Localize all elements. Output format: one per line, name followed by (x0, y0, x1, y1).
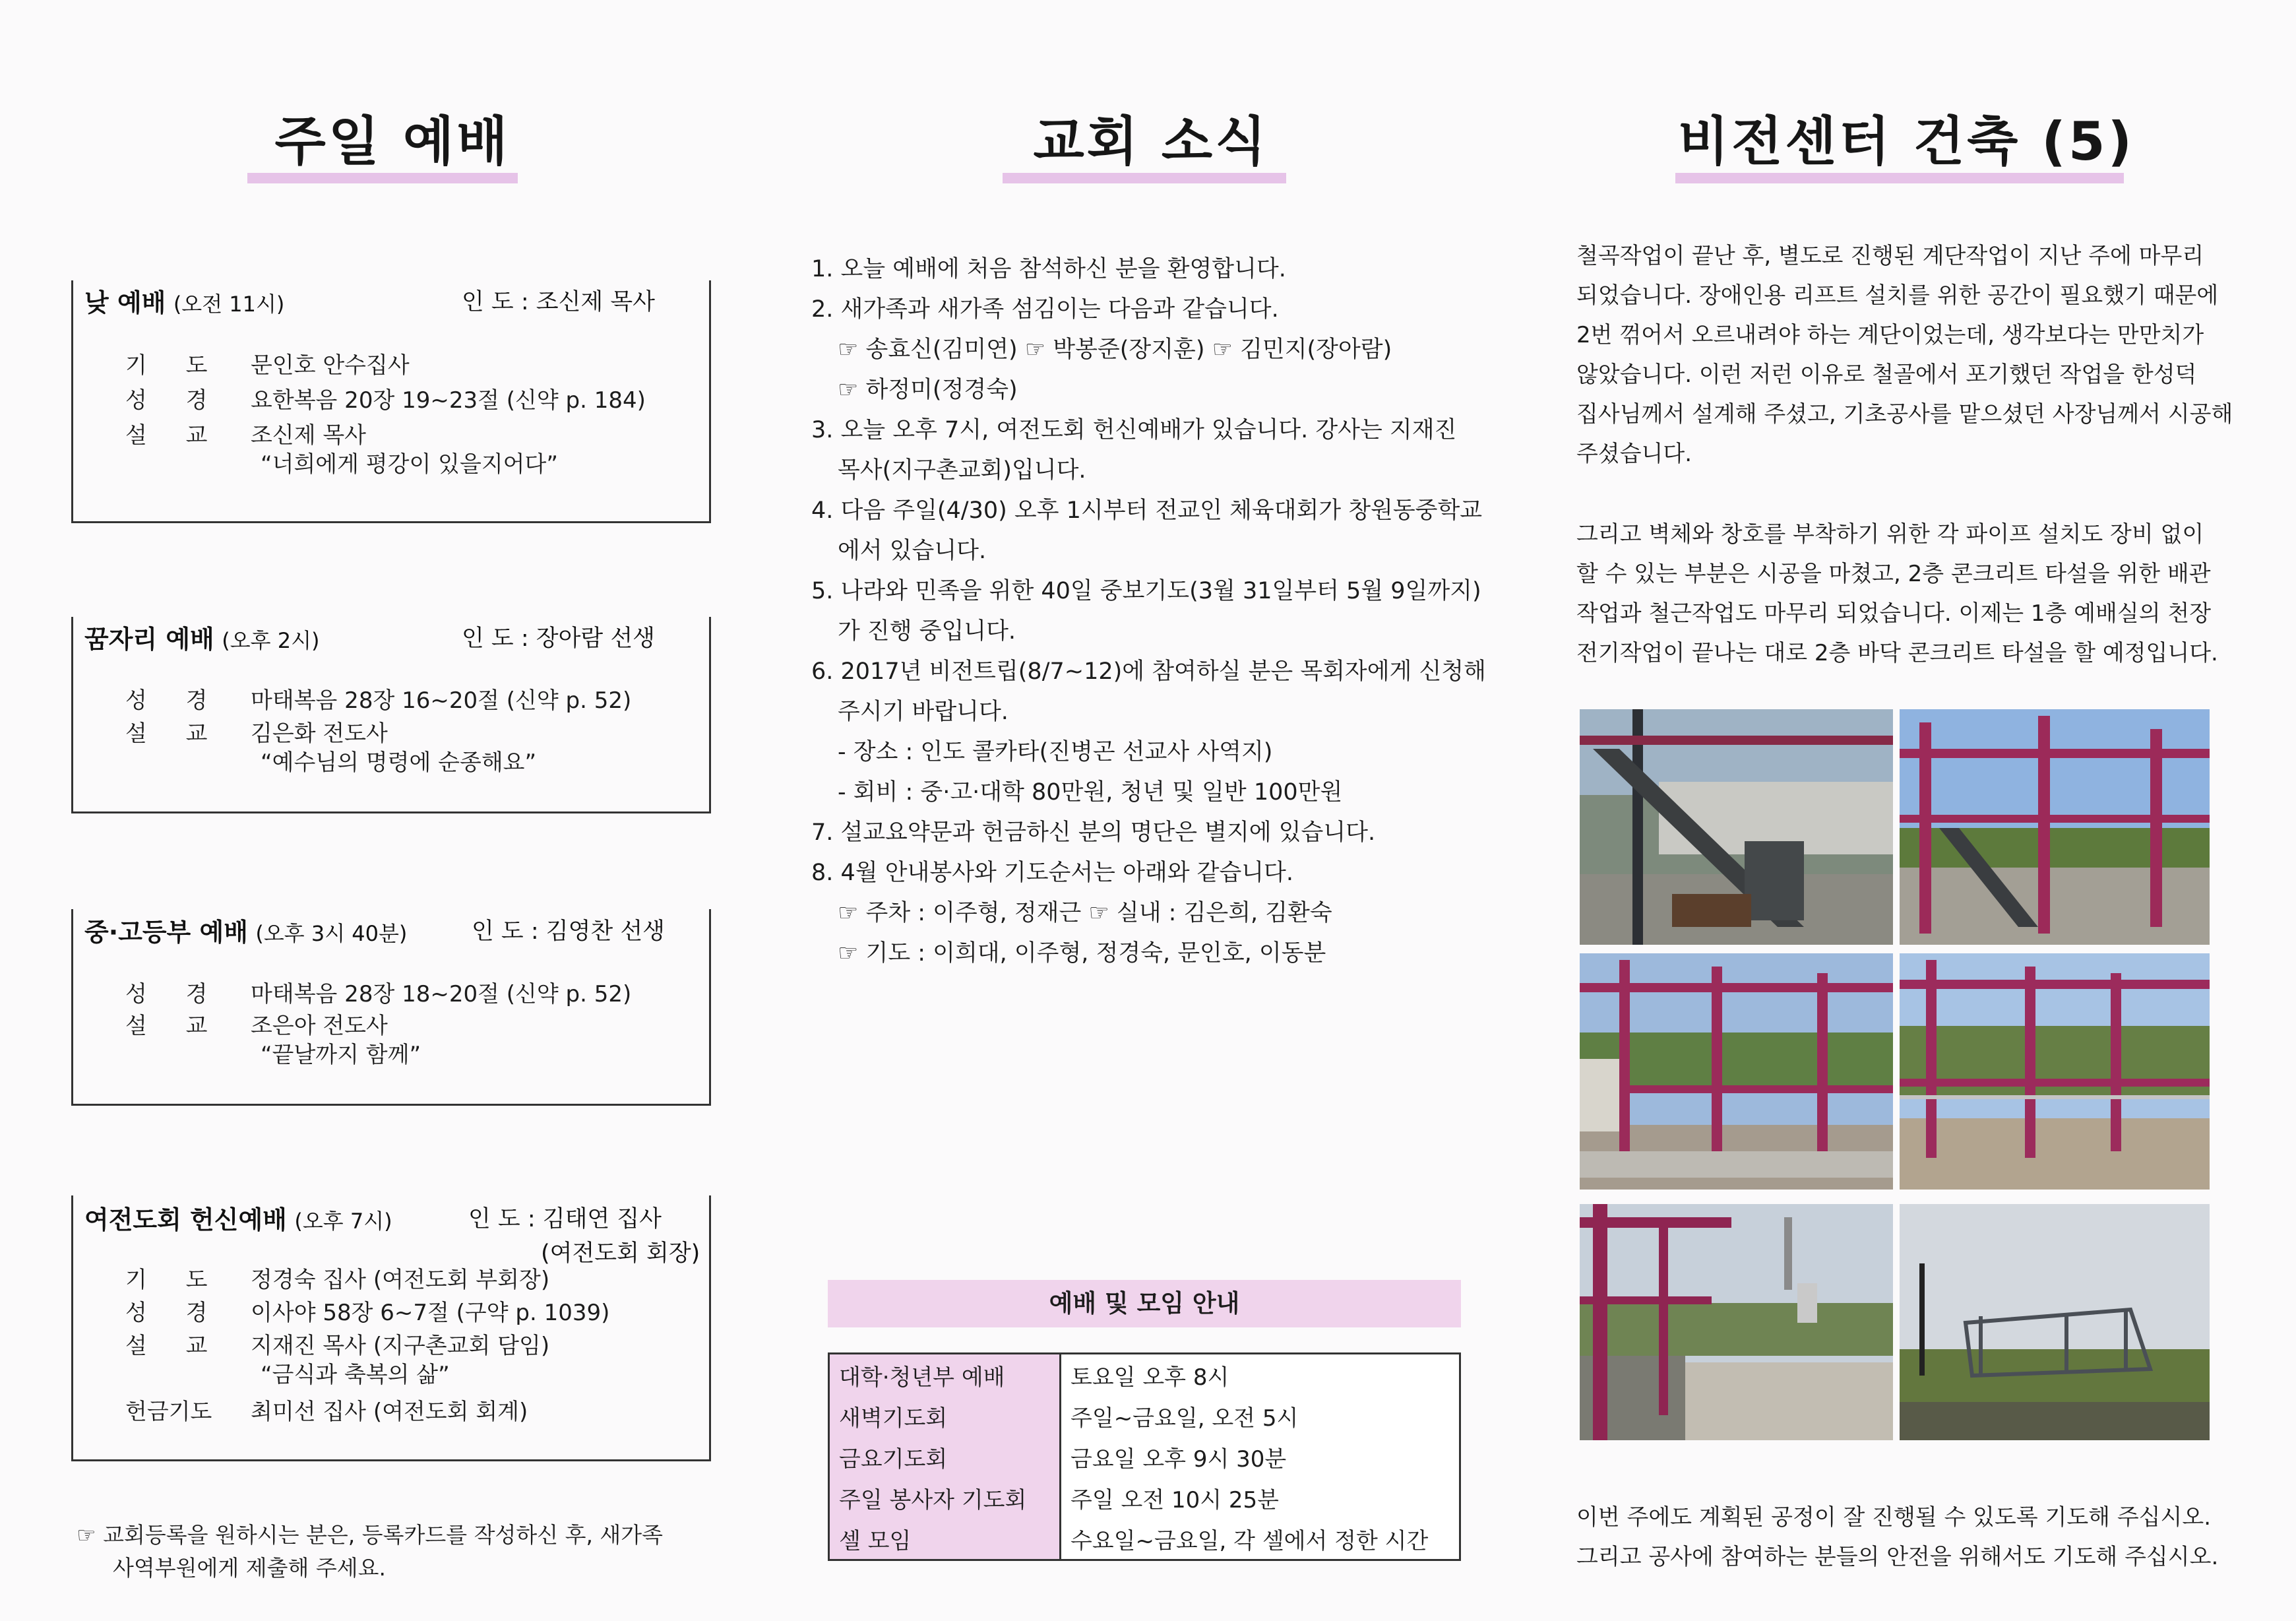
row-label: 성 경 (125, 1300, 224, 1326)
service-time: (오후 3시 40분) (255, 921, 408, 946)
schedule-time: 금요일 오후 9시 30분 (1061, 1436, 1460, 1477)
paragraph-line: 전기작업이 끝나는 대로 2층 바닥 콘크리트 타설을 할 예정입니다. (1576, 640, 2218, 666)
news-item: 8. 4월 안내봉사와 기도순서는 아래와 같습니다. (811, 860, 1293, 886)
row-label: 성 경 (125, 981, 224, 1007)
schedule-time: 주일 오전 10시 25분 (1061, 1477, 1460, 1518)
schedule-time: 토요일 오후 8시 (1061, 1354, 1460, 1396)
sermon-title: “예수님의 명령에 순종해요” (261, 749, 537, 776)
worship-title: 주일 예배 (274, 111, 511, 172)
note-line: 사역부원에게 제출해 주세요. (113, 1555, 387, 1581)
news-item: 3. 오늘 오후 7시, 여전도회 헌신예배가 있습니다. 강사는 지재진 (811, 417, 1457, 443)
sermon-title: “금식과 축복의 삶” (261, 1362, 450, 1388)
news-continuation: 목사(지구촌교회)입니다. (838, 457, 1086, 484)
construction-paragraph (1576, 515, 2229, 673)
service-name: 꿈자리 예배 (84, 625, 214, 654)
news-title: 교회 소식 (1033, 111, 1269, 172)
row-label: 기 도 (125, 1267, 224, 1293)
news-item: 4. 다음 주일(4/30) 오후 1시부터 전교인 체육대회가 창원동중학교 (811, 497, 1483, 524)
table-row (829, 1395, 1460, 1436)
table-row (829, 1477, 1460, 1518)
service-row (125, 421, 558, 479)
service-leader: 인 도 : 장아람 선생 (462, 625, 655, 652)
row-value: 조은아 전도사 (251, 1013, 388, 1039)
table-row (829, 1436, 1460, 1477)
construction-photo (1580, 1204, 1893, 1440)
row-value: 김은화 전도사 (251, 720, 388, 747)
news-subitem: ☞ 주차 : 이주형, 정재근 ☞ 실내 : 김은희, 김환숙 (838, 900, 1332, 926)
service-row (125, 1011, 421, 1069)
construction-title: 비전센터 건축 (5) (1677, 111, 2135, 172)
title-underline (1003, 173, 1286, 183)
service-leader: 인 도 : 조신제 목사 (462, 289, 655, 315)
service-name: 중·고등부 예배 (84, 918, 248, 947)
row-label: 설 교 (125, 422, 224, 449)
construction-photo (1900, 709, 2210, 945)
row-value: 요한복음 20장 19~23절 (신약 p. 184) (251, 387, 646, 414)
paragraph-line: 집사님께서 설계해 주셨고, 기초공사를 맡으셨던 사장님께서 시공해 (1576, 401, 2233, 428)
note-line: ☞ 교회등록을 원하시는 분은, 등록카드를 작성하신 후, 새가족 (77, 1522, 664, 1548)
row-label: 기 도 (125, 352, 224, 379)
row-value: 조신제 목사 (251, 422, 367, 449)
service-row (125, 386, 646, 415)
table-row (829, 1518, 1460, 1560)
news-item: 2. 새가족과 새가족 섬김이는 다음과 같습니다. (811, 296, 1279, 323)
sermon-title: “너희에게 평강이 있을지어다” (261, 451, 558, 478)
construction-photo (1900, 953, 2210, 1190)
schedule-name: 셀 모임 (829, 1518, 1061, 1560)
service-time: (오후 7시) (294, 1209, 392, 1234)
service-row (125, 1265, 549, 1294)
construction-photo (1580, 709, 1893, 945)
service-row (125, 686, 631, 715)
paragraph-line: 작업과 철근작업도 마무리 되었습니다. 이제는 1층 예배실의 천장 (1576, 600, 2212, 627)
construction-photo (1900, 1204, 2210, 1440)
service-row (125, 980, 631, 1009)
table-row (829, 1354, 1460, 1396)
paragraph-line: 할 수 있는 부분은 시공을 마쳤고, 2층 콘크리트 타설을 위한 배관 (1576, 561, 2211, 587)
row-label: 성 경 (125, 687, 224, 714)
row-value: 마태복음 28장 18~20절 (신약 p. 52) (251, 981, 632, 1007)
construction-photo (1580, 953, 1893, 1190)
registration-note (77, 1519, 736, 1585)
row-value: 지재진 목사 (지구촌교회 담임) (251, 1333, 550, 1359)
service-name: 낮 예배 (84, 288, 166, 317)
row-value: 이사야 58장 6~7절 (구약 p. 1039) (251, 1300, 610, 1326)
schedule-title: 예배 및 모임 안내 (828, 1280, 1461, 1327)
news-item: 7. 설교요약문과 헌금하신 분의 명단은 별지에 있습니다. (811, 819, 1376, 846)
paragraph-line: 철곡작업이 끝난 후, 별도로 진행된 계단작업이 지난 주에 마무리 (1576, 243, 2204, 269)
news-subitem: ☞ 하정미(정경숙) (838, 377, 1018, 403)
row-label: 설 교 (125, 1013, 224, 1039)
schedule-name: 새벽기도회 (829, 1395, 1061, 1436)
service-row (125, 1331, 549, 1389)
paragraph-line: 주셨습니다. (1576, 441, 1692, 467)
paragraph-line: 않았습니다. 이런 저런 이유로 철골에서 포기했던 작업을 한성덕 (1576, 362, 2197, 388)
news-item: 6. 2017년 비전트립(8/7~12)에 참여하실 분은 목회자에게 신청해 (811, 658, 1486, 685)
row-label: 성 경 (125, 387, 224, 414)
row-value: 최미선 집사 (여전도회 회계) (251, 1399, 528, 1425)
news-subitem: - 회비 : 중·고·대학 80만원, 청년 및 일반 100만원 (838, 779, 1343, 806)
news-continuation: 가 진행 중입니다. (838, 618, 1016, 645)
construction-paragraph (1576, 236, 2233, 474)
news-subitem: ☞ 송효신(김미연) ☞ 박봉준(장지훈) ☞ 김민지(장아람) (838, 336, 1392, 363)
service-time: (오전 11시) (173, 292, 285, 317)
row-label: 설 교 (125, 1333, 224, 1359)
row-value: 마태복음 28장 16~20절 (신약 p. 52) (251, 687, 632, 714)
service-name: 여전도회 헌신예배 (84, 1205, 287, 1234)
service-row (125, 1397, 528, 1426)
service-time: (오후 2시) (222, 628, 320, 653)
news-list (811, 249, 1491, 974)
news-subitem: - 장소 : 인도 콜카타(진병곤 선교사 사역지) (838, 739, 1273, 765)
service-leader: 인 도 : 김태연 집사 (468, 1206, 662, 1232)
service-box (71, 617, 711, 813)
title-underline (1675, 173, 2124, 183)
paragraph-line: 2번 꺾어서 오르내려야 하는 계단이었는데, 생각보다는 만만치가 (1576, 322, 2204, 348)
news-continuation: 주시기 바랍니다. (838, 699, 1008, 725)
paragraph-line: 이번 주에도 계획된 공정이 잘 진행될 수 있도록 기도해 주십시오. (1576, 1504, 2212, 1531)
service-row (125, 1298, 609, 1327)
row-label: 설 교 (125, 720, 224, 747)
news-subitem: ☞ 기도 : 이희대, 이주형, 정경숙, 문인호, 이동분 (838, 940, 1326, 967)
title-underline (247, 173, 518, 183)
construction-prayer (1576, 1498, 2229, 1577)
service-row (125, 719, 536, 777)
service-row (125, 351, 410, 380)
service-leader: 인 도 : 김영찬 선생 (472, 918, 665, 945)
sermon-title: “끝날까지 함께” (261, 1042, 421, 1068)
schedule-name: 금요기도회 (829, 1436, 1061, 1477)
row-label: 헌금기도 (125, 1399, 212, 1425)
paragraph-line: 그리고 벽체와 창호를 부착하기 위한 각 파이프 설치도 장비 없이 (1576, 521, 2204, 548)
row-value: 문인호 안수집사 (251, 352, 410, 379)
schedule-name: 주일 봉사자 기도회 (829, 1477, 1061, 1518)
row-value: 정경숙 집사 (여전도회 부회장) (251, 1267, 550, 1293)
news-item: 5. 나라와 민족을 위한 40일 중보기도(3월 31일부터 5월 9일까지) (811, 578, 1481, 604)
service-leader-role: (여전도회 회장) (541, 1240, 700, 1267)
paragraph-line: 되었습니다. 장애인용 리프트 설치를 위한 공간이 필요했기 때문에 (1576, 282, 2219, 309)
news-item: 1. 오늘 예배에 처음 참석하신 분을 환영합니다. (811, 256, 1286, 282)
schedule-table (828, 1352, 1461, 1561)
news-continuation: 에서 있습니다. (838, 538, 987, 564)
paragraph-line: 그리고 공사에 참여하는 분들의 안전을 위해서도 기도해 주십시오. (1576, 1544, 2219, 1570)
schedule-time: 수요일~금요일, 각 셀에서 정한 시간 (1061, 1518, 1460, 1560)
schedule-time: 주일~금요일, 오전 5시 (1061, 1395, 1460, 1436)
schedule-name: 대학·청년부 예배 (829, 1354, 1061, 1396)
